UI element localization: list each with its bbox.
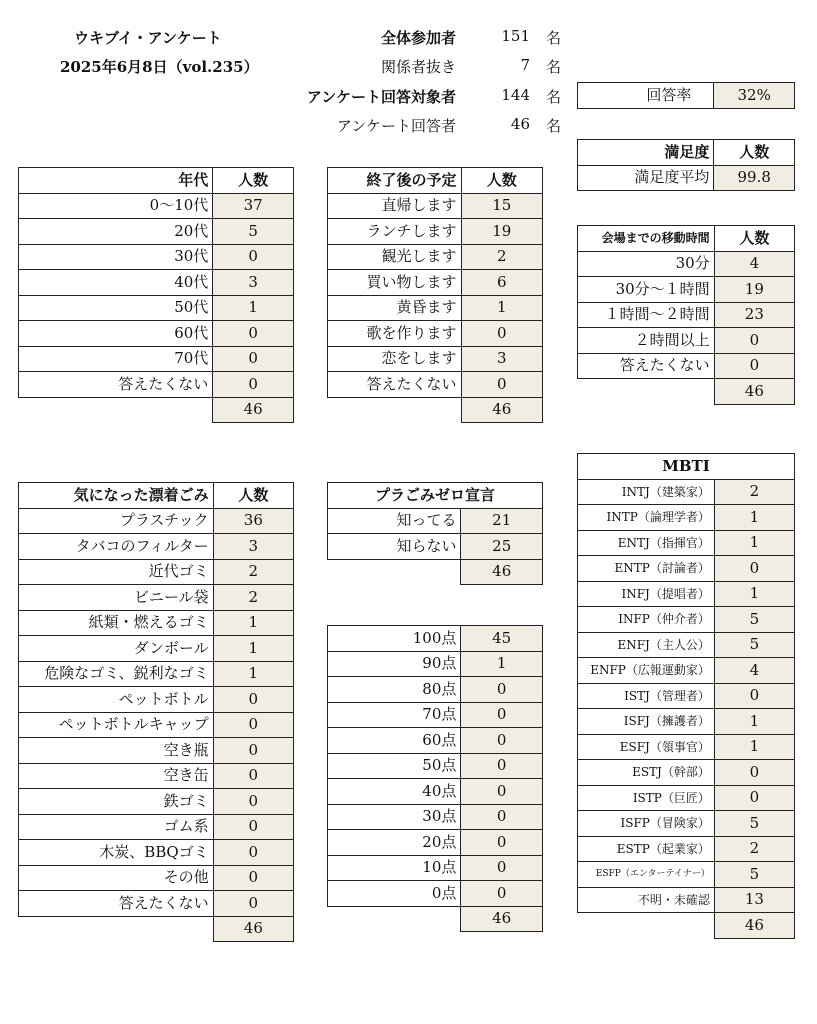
satisfaction-header: 満足度 (578, 140, 714, 166)
scores-row (328, 626, 543, 652)
travel-row-value: 4 (714, 251, 794, 277)
plans-row-value: 6 (461, 270, 542, 296)
debris-row-label: 近代ゴミ (19, 559, 214, 585)
survey-title: ウキブイ・アンケート (74, 29, 222, 47)
plans-row-value: 1 (461, 295, 542, 321)
debris-row (19, 738, 294, 764)
debris-row-label: 木炭、BBQゴミ (19, 840, 214, 866)
travel-header: 会場までの移動時間 (578, 226, 715, 252)
mbti-row-value: 1 (714, 505, 794, 531)
plans-row-label: 直帰します (328, 193, 462, 219)
scores-row (328, 702, 543, 728)
plans-row (328, 295, 543, 321)
mbti-row (578, 836, 795, 862)
mbti-table (577, 453, 795, 939)
stat-unit: 名 (546, 88, 562, 106)
plans-header: 終了後の予定 (328, 168, 462, 194)
age-row-label: 60代 (19, 321, 213, 347)
mbti-row (578, 862, 795, 888)
scores-row-label: 70点 (328, 702, 461, 728)
scores-row-value: 0 (461, 702, 543, 728)
age-row-label: 0〜10代 (19, 193, 213, 219)
age-total-spacer (19, 397, 213, 423)
plans-row-label: 歌を作ります (328, 321, 462, 347)
mbti-row-label: INFP（仲介者） (578, 607, 715, 633)
satisfaction-value: 99.8 (714, 165, 795, 191)
scores-row (328, 728, 543, 754)
scores-row-label: 60点 (328, 728, 461, 754)
mbti-row-value: 1 (714, 581, 794, 607)
scores-table (327, 625, 543, 932)
debris-row-label: ゴム系 (19, 814, 214, 840)
debris-table (18, 482, 294, 942)
mbti-row-label: ISTJ（管理者） (578, 683, 715, 709)
debris-row-label: 鉄ゴミ (19, 789, 214, 815)
travel-time-table (577, 225, 795, 405)
response-rate-table (577, 82, 795, 109)
debris-row-label: 空き瓶 (19, 738, 214, 764)
satisfaction-table (577, 139, 795, 191)
mbti-row-value: 1 (714, 530, 794, 556)
plans-row-value: 15 (461, 193, 542, 219)
travel-count-header: 人数 (714, 226, 794, 252)
debris-row (19, 763, 294, 789)
scores-row-label: 90点 (328, 651, 461, 677)
debris-header: 気になった漂着ごみ (19, 483, 214, 509)
debris-row-label: 危険なゴミ、鋭利なゴミ (19, 661, 214, 687)
scores-row (328, 677, 543, 703)
plans-total: 46 (461, 397, 542, 423)
mbti-row (578, 734, 795, 760)
age-row-value: 0 (213, 372, 294, 398)
scores-row-value: 0 (461, 830, 543, 856)
travel-row-label: 答えたくない (578, 353, 715, 379)
mbti-total-spacer (578, 913, 715, 939)
travel-row (578, 328, 795, 354)
mbti-row-label: ISFJ（擁護者） (578, 709, 715, 735)
scores-row-value: 0 (461, 728, 543, 754)
mbti-row (578, 632, 795, 658)
plans-row-value: 19 (461, 219, 542, 245)
debris-row-label: ビニール袋 (19, 585, 214, 611)
mbti-row-value: 5 (714, 862, 794, 888)
declaration-total-spacer (328, 559, 461, 585)
plans-row-label: 観光します (328, 244, 462, 270)
mbti-row-value: 0 (714, 785, 794, 811)
scores-row-value: 0 (461, 804, 543, 830)
debris-row-label: ダンボール (19, 636, 214, 662)
mbti-row (578, 785, 795, 811)
age-row (19, 244, 294, 270)
declaration-row-value: 25 (461, 534, 543, 560)
declaration-row-value: 21 (461, 508, 543, 534)
age-row-value: 1 (213, 295, 294, 321)
mbti-row-label: ESFJ（領事官） (578, 734, 715, 760)
debris-row (19, 814, 294, 840)
debris-row-value: 2 (213, 585, 293, 611)
mbti-total: 46 (714, 913, 794, 939)
plans-row (328, 193, 543, 219)
scores-row-value: 0 (461, 753, 543, 779)
plans-row (328, 219, 543, 245)
debris-row-label: その他 (19, 865, 214, 891)
debris-row (19, 508, 294, 534)
debris-row (19, 687, 294, 713)
age-row-value: 3 (213, 270, 294, 296)
scores-row (328, 881, 543, 907)
age-row-value: 37 (213, 193, 294, 219)
mbti-row-label: INTJ（建築家） (578, 479, 715, 505)
mbti-row-label: INFJ（提唱者） (578, 581, 715, 607)
debris-row-label: 答えたくない (19, 891, 214, 917)
debris-row (19, 712, 294, 738)
stat-unit: 名 (546, 117, 562, 135)
declaration-total: 46 (461, 559, 543, 585)
response-rate-label: 回答率 (578, 83, 714, 109)
plans-row (328, 270, 543, 296)
debris-total: 46 (213, 916, 293, 942)
mbti-row (578, 530, 795, 556)
plans-row-label: 黄昏ます (328, 295, 462, 321)
plans-total-spacer (328, 397, 462, 423)
declaration-row-label: 知ってる (328, 508, 461, 534)
scores-row-label: 40点 (328, 779, 461, 805)
mbti-row (578, 479, 795, 505)
mbti-row-label: ESTP（起業家） (578, 836, 715, 862)
mbti-row-value: 0 (714, 760, 794, 786)
travel-row-label: 30分 (578, 251, 715, 277)
debris-row-value: 0 (213, 738, 293, 764)
survey-date: 2025年6月8日（vol.235） (60, 58, 259, 76)
age-row-label: 70代 (19, 346, 213, 372)
debris-row (19, 534, 294, 560)
plans-count-header: 人数 (461, 168, 542, 194)
mbti-row (578, 683, 795, 709)
stat-value: 151 (501, 27, 530, 45)
age-row-value: 0 (213, 244, 294, 270)
debris-row-value: 0 (213, 814, 293, 840)
debris-row-value: 0 (213, 865, 293, 891)
mbti-row-value: 1 (714, 734, 794, 760)
debris-total-spacer (19, 916, 214, 942)
mbti-row-label: ENTP（討論者） (578, 556, 715, 582)
debris-row (19, 661, 294, 687)
mbti-row-value: 5 (714, 607, 794, 633)
declaration-header: プラごみゼロ宣言 (328, 483, 543, 509)
mbti-row-value: 5 (714, 632, 794, 658)
declaration-row-label: 知らない (328, 534, 461, 560)
age-row (19, 321, 294, 347)
plans-row-value: 2 (461, 244, 542, 270)
age-row (19, 295, 294, 321)
mbti-row (578, 607, 795, 633)
age-row (19, 346, 294, 372)
debris-row-value: 0 (213, 687, 293, 713)
debris-row-value: 1 (213, 636, 293, 662)
mbti-row-label: ESTJ（幹部） (578, 760, 715, 786)
mbti-row (578, 505, 795, 531)
debris-row-label: タバコのフィルター (19, 534, 214, 560)
age-count-header: 人数 (213, 168, 294, 194)
mbti-row-label: ESFP（エンターテイナー） (578, 862, 715, 888)
debris-row-value: 0 (213, 840, 293, 866)
debris-row-value: 0 (213, 763, 293, 789)
travel-row-value: 19 (714, 277, 794, 303)
mbti-row-value: 13 (714, 887, 794, 913)
mbti-row (578, 658, 795, 684)
travel-row-label: 30分〜１時間 (578, 277, 715, 303)
mbti-row-value: 5 (714, 811, 794, 837)
scores-row (328, 855, 543, 881)
mbti-row (578, 887, 795, 913)
debris-row (19, 789, 294, 815)
travel-total-spacer (578, 379, 715, 405)
mbti-row (578, 581, 795, 607)
travel-row-value: 0 (714, 353, 794, 379)
plans-row (328, 244, 543, 270)
age-row (19, 270, 294, 296)
scores-row-label: 30点 (328, 804, 461, 830)
scores-row-value: 0 (461, 855, 543, 881)
scores-row-label: 50点 (328, 753, 461, 779)
debris-row-value: 36 (213, 508, 293, 534)
mbti-row-label: ENFJ（主人公） (578, 632, 715, 658)
travel-row (578, 277, 795, 303)
debris-row-value: 3 (213, 534, 293, 560)
stat-label: アンケート回答者 (336, 117, 456, 135)
satisfaction-count-header: 人数 (714, 140, 795, 166)
travel-row (578, 302, 795, 328)
debris-row-value: 0 (213, 712, 293, 738)
age-row (19, 219, 294, 245)
plans-row (328, 346, 543, 372)
satisfaction-label: 満足度平均 (578, 165, 714, 191)
plans-row-value: 0 (461, 372, 542, 398)
plans-row (328, 321, 543, 347)
mbti-header: MBTI (578, 454, 795, 480)
age-row-label: 答えたくない (19, 372, 213, 398)
plans-row-value: 0 (461, 321, 542, 347)
stat-unit: 名 (546, 29, 562, 47)
scores-row (328, 804, 543, 830)
mbti-row-value: 4 (714, 658, 794, 684)
debris-row (19, 636, 294, 662)
plans-row-label: ランチします (328, 219, 462, 245)
scores-row (328, 830, 543, 856)
stat-label: 全体参加者 (380, 29, 456, 47)
mbti-row-label: 不明・未確認 (578, 887, 715, 913)
scores-row-label: 20点 (328, 830, 461, 856)
scores-row-value: 0 (461, 677, 543, 703)
mbti-row-value: 2 (714, 479, 794, 505)
mbti-row-value: 1 (714, 709, 794, 735)
age-row-value: 0 (213, 321, 294, 347)
scores-row (328, 779, 543, 805)
plans-row (328, 372, 543, 398)
scores-row-label: 100点 (328, 626, 461, 652)
declaration-row (328, 508, 543, 534)
debris-count-header: 人数 (213, 483, 293, 509)
mbti-row-value: 2 (714, 836, 794, 862)
plans-row-label: 買い物します (328, 270, 462, 296)
scores-row-label: 10点 (328, 855, 461, 881)
travel-row-label: １時間〜２時間 (578, 302, 715, 328)
scores-row-value: 0 (461, 881, 543, 907)
age-header: 年代 (19, 168, 213, 194)
debris-row (19, 610, 294, 636)
age-row-label: 30代 (19, 244, 213, 270)
mbti-row-label: ISTP（巨匠） (578, 785, 715, 811)
scores-total: 46 (461, 906, 543, 932)
scores-row (328, 651, 543, 677)
plans-row-value: 3 (461, 346, 542, 372)
debris-row (19, 840, 294, 866)
age-row-value: 0 (213, 346, 294, 372)
debris-row (19, 891, 294, 917)
stat-value: 46 (510, 115, 530, 133)
scores-row-label: 80点 (328, 677, 461, 703)
scores-total-spacer (328, 906, 461, 932)
age-row (19, 193, 294, 219)
travel-row-value: 0 (714, 328, 794, 354)
age-row-label: 40代 (19, 270, 213, 296)
debris-row (19, 865, 294, 891)
plans-table (327, 167, 543, 423)
mbti-row-label: ENFP（広報運動家） (578, 658, 715, 684)
stat-unit: 名 (546, 58, 562, 76)
travel-total: 46 (714, 379, 794, 405)
scores-row-value: 45 (461, 626, 543, 652)
debris-row-value: 2 (213, 559, 293, 585)
age-row-value: 5 (213, 219, 294, 245)
debris-row-value: 0 (213, 789, 293, 815)
response-rate-value: 32% (714, 83, 795, 109)
mbti-row-label: ISFP（冒険家） (578, 811, 715, 837)
travel-row-value: 23 (714, 302, 794, 328)
age-table (18, 167, 294, 423)
mbti-row-value: 0 (714, 556, 794, 582)
stat-value: 144 (501, 86, 530, 104)
debris-row-label: ペットボトルキャップ (19, 712, 214, 738)
mbti-row-label: INTP（論理学者） (578, 505, 715, 531)
debris-row-value: 1 (213, 661, 293, 687)
debris-row-label: 紙類・燃えるゴミ (19, 610, 214, 636)
scores-row-label: 0点 (328, 881, 461, 907)
age-row-label: 20代 (19, 219, 213, 245)
stat-label: アンケート回答対象者 (306, 88, 456, 106)
debris-row (19, 559, 294, 585)
travel-row (578, 251, 795, 277)
declaration-table (327, 482, 543, 585)
mbti-row-label: ENTJ（指揮官） (578, 530, 715, 556)
mbti-row (578, 556, 795, 582)
debris-row-label: プラスチック (19, 508, 214, 534)
debris-row-label: ペットボトル (19, 687, 214, 713)
mbti-row-value: 0 (714, 683, 794, 709)
mbti-row (578, 760, 795, 786)
debris-row-label: 空き缶 (19, 763, 214, 789)
stat-label: 関係者抜き (380, 58, 456, 76)
debris-row-value: 1 (213, 610, 293, 636)
debris-row-value: 0 (213, 891, 293, 917)
scores-row-value: 1 (461, 651, 543, 677)
plans-row-label: 答えたくない (328, 372, 462, 398)
age-row (19, 372, 294, 398)
travel-row-label: ２時間以上 (578, 328, 715, 354)
scores-row-value: 0 (461, 779, 543, 805)
travel-row (578, 353, 795, 379)
age-total: 46 (213, 397, 294, 423)
scores-row (328, 753, 543, 779)
mbti-row (578, 709, 795, 735)
declaration-row (328, 534, 543, 560)
stat-value: 7 (520, 56, 530, 74)
age-row-label: 50代 (19, 295, 213, 321)
debris-row (19, 585, 294, 611)
plans-row-label: 恋をします (328, 346, 462, 372)
mbti-row (578, 811, 795, 837)
